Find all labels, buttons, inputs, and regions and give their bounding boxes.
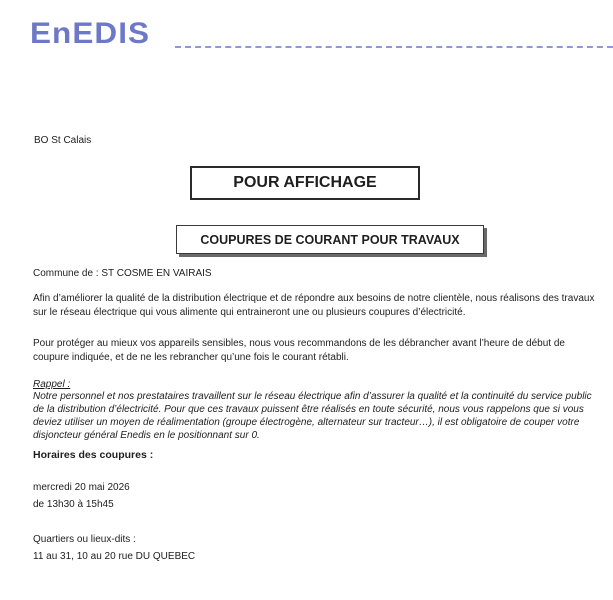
- commune-line: Commune de : ST COSME EN VAIRAIS: [33, 268, 212, 279]
- outage-date: mercredi 20 mai 2026: [33, 482, 130, 493]
- intro-paragraph: Afin d’améliorer la qualité de la distribution électrique et de répondre aux besoins de notre clientèle, nous réalisons des travaux sur le réseau électrique qui vous alimente qui entraineront une ou plusieurs coupures d’électricité.: [33, 293, 595, 318]
- quartiers-value: 11 au 31, 10 au 20 rue DU QUEBEC: [33, 551, 196, 562]
- advice-paragraph: Pour protéger au mieux vos appareils sensibles, nous vous recommandons de les débrancher avant l’heure de début de coupure indiquée, et de ne les rebrancher qu’une fois le courant rétabli.: [33, 338, 565, 363]
- quartiers-label: Quartiers ou lieux-dits :: [33, 534, 136, 545]
- rappel-body: Notre personnel et nos prestataires travaillent sur le réseau électrique afin d’assurer la qualité et la continuité du service public de la distribution d’électricité. Pour que ces travaux puissent être réalisés en toute sécurité, nous vous rappelons que si vous deviez utiliser un moyen de réalimentation (groupe électrogène, alternateur sur tracteur…), il est obligatoire de couper votre disjoncteur général Enedis en le positionnant sur 0.: [33, 391, 592, 441]
- horaires-heading: Horaires des coupures :: [33, 449, 154, 461]
- office-label: BO St Calais: [34, 135, 92, 146]
- rappel-heading: Rappel :: [33, 379, 71, 390]
- outage-time: de 13h30 à 15h45: [33, 499, 114, 510]
- notice-title: COUPURES DE COURANT POUR TRAVAUX: [176, 225, 484, 254]
- affichage-heading: POUR AFFICHAGE: [190, 166, 420, 200]
- header-divider: [175, 46, 613, 48]
- enedis-logo: EnEDIS: [30, 17, 151, 50]
